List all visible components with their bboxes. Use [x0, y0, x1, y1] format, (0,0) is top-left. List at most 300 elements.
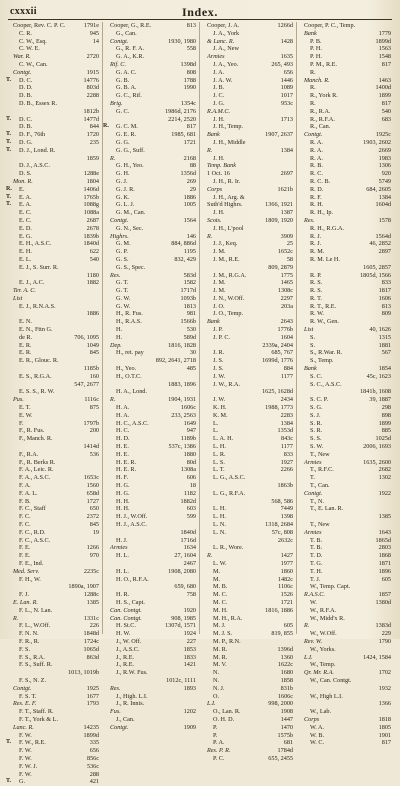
entry-name: E. L. — [19, 255, 32, 263]
entry-marker: T. — [6, 201, 12, 208]
entry-name: H. C., A.S.C. — [116, 419, 149, 427]
entry-name: G. G., Suff. — [116, 146, 145, 154]
entry-name: W., Lab. — [310, 708, 332, 716]
entry-name: J. M., R.E. — [213, 255, 240, 263]
entry-page-ref: 58 — [286, 255, 293, 263]
entry-page-ref: 537c, 1386 — [168, 443, 196, 451]
entry-page-ref: 1793 — [86, 700, 99, 708]
index-entry — [13, 700, 100, 708]
entry-name: D. B. — [19, 123, 33, 131]
entry-page-ref: 685, 767 — [271, 349, 293, 357]
entry-name: D. J., Lond. R. — [19, 146, 56, 154]
entry-page-ref: 1635, 2600 — [363, 458, 391, 466]
index-entry — [304, 669, 392, 677]
entry-page-ref: 1903, 2602 — [363, 138, 391, 146]
entry-page-ref: 884, 886d — [171, 240, 196, 248]
entry-name: P. B. — [310, 37, 322, 45]
entry-name: F., R.A. — [19, 450, 39, 458]
index-entry — [304, 108, 392, 116]
entry-page-ref: 14235 — [83, 723, 99, 731]
entry-name: L. H. — [213, 513, 226, 521]
index-entry — [13, 22, 100, 30]
index-entry — [207, 22, 294, 30]
entry-name: M. C. — [213, 598, 228, 606]
index-entry — [207, 755, 294, 763]
entry-page-ref: 1307d, 1571 — [165, 622, 196, 630]
index-entry — [304, 459, 392, 467]
entry-page-ref: 1424, 1584 — [363, 653, 391, 661]
entry-page-ref: 1930, 1980 — [168, 37, 196, 45]
index-entry — [13, 388, 100, 396]
index-entry — [304, 264, 392, 272]
entry-page-ref: 1025d — [375, 435, 391, 443]
index-entry — [110, 248, 197, 256]
entry-name: T., N. — [310, 497, 324, 505]
entry-page-ref: 1625, 1628d — [262, 388, 293, 396]
entry-page-ref: 233, 2563 — [171, 411, 196, 419]
entry-name: Suth'd Highrs. — [207, 201, 243, 209]
index-entry — [207, 435, 294, 443]
entry-name: F. J. — [19, 591, 29, 599]
index-entry — [304, 529, 392, 537]
entry-name: F. B. — [19, 497, 31, 505]
entry-name: R. D. — [310, 185, 324, 193]
entry-page-ref: 892, 2641, 2718 — [155, 357, 196, 365]
entry-name: J. A., New — [213, 45, 239, 53]
entry-name: F. L., W.Off. — [19, 622, 51, 630]
entry-page-ref: 583d — [183, 271, 196, 279]
entry-name: G. L. J. — [116, 201, 135, 209]
index-entry — [207, 747, 294, 755]
index-entry — [207, 443, 294, 451]
index-entry — [110, 131, 197, 139]
index-entry — [207, 669, 294, 677]
entry-name: Rif. C. — [110, 60, 126, 68]
index-entry — [110, 630, 197, 638]
index-entry — [110, 349, 197, 357]
entry-name: G. C. — [116, 107, 130, 115]
entry-name: Contgt. — [304, 131, 323, 139]
entry-name: M. H. — [213, 606, 228, 614]
entry-name: Bank — [304, 29, 317, 37]
entry-name: M. — [213, 567, 221, 575]
entry-name: J., R.E. — [116, 661, 135, 669]
entry-name: G. P. — [116, 248, 128, 256]
index-entry — [304, 521, 392, 529]
entry-page-ref: 650 — [89, 505, 99, 513]
entry-page-ref: 1387 — [280, 209, 293, 217]
entry-name: L. — [213, 427, 219, 435]
entry-name: E. R. — [19, 349, 32, 357]
index-entry — [13, 61, 100, 69]
entry-name: L. R., Wore. — [213, 544, 244, 552]
index-entry — [110, 287, 197, 295]
entry-page-ref: 1604d — [375, 201, 391, 209]
index-entry — [110, 388, 197, 396]
entry-name: R. C. — [310, 170, 323, 178]
index-entry — [207, 357, 294, 365]
entry-name: Lanc. R. — [13, 723, 34, 731]
entry-name: F. C., R.D. — [19, 528, 46, 536]
index-entry — [207, 272, 294, 280]
index-entry — [207, 646, 294, 654]
index-entry — [207, 630, 294, 638]
index-entry — [207, 482, 294, 490]
index-entry — [110, 622, 197, 630]
index-entry — [13, 708, 100, 716]
entry-name: Contgt. — [304, 489, 323, 497]
entry-name: L.I. — [207, 700, 216, 708]
entry-name: G. H., Yeo. — [116, 162, 144, 170]
entry-name: F. S. — [19, 645, 31, 653]
index-entry — [6, 76, 100, 85]
entry-name: G., R. F. A. — [116, 45, 145, 53]
entry-page-ref: 1882d — [180, 497, 196, 505]
index-entry — [13, 45, 100, 53]
entry-name: G. C. M. — [116, 123, 138, 131]
entry-name: R. S. — [310, 287, 323, 295]
entry-page-ref: 1883, 1896 — [168, 380, 196, 388]
index-entry — [304, 537, 392, 545]
index-entry — [207, 264, 294, 272]
index-entry — [110, 310, 197, 318]
entry-page-ref: 1790 — [378, 637, 391, 645]
entry-name: J., High. L.I. — [116, 692, 148, 700]
index-entry — [110, 381, 197, 389]
entry-page-ref: 1106c — [278, 583, 293, 591]
entry-name: J., A.S.C. — [116, 645, 140, 653]
entry-name: R. J. — [310, 232, 322, 240]
entry-page-ref: 856c — [86, 754, 99, 762]
entry-name: R. A. — [310, 154, 323, 162]
entry-page-ref: 606 — [186, 474, 196, 482]
entry-page-ref: 530 — [186, 326, 196, 334]
entry-name: J. H., L'pool — [213, 224, 244, 232]
entry-page-ref: 1177 — [280, 443, 293, 451]
entry-page-ref: 1088g — [83, 201, 99, 209]
index-entry — [304, 201, 392, 209]
entry-page-ref: 1890a, 1907 — [68, 583, 99, 591]
index-entry — [304, 568, 392, 576]
entry-page-ref: 1013, 1019b — [68, 669, 99, 677]
index-entry — [13, 100, 100, 108]
entry-page-ref: 1635 — [280, 53, 293, 61]
entry-page-ref: 46, 2852 — [369, 240, 391, 248]
entry-page-ref: 884 — [283, 365, 293, 373]
index-entry — [110, 544, 197, 552]
index-entry — [207, 349, 294, 357]
entry-name: W., Midd'x R. — [310, 614, 345, 622]
index-entry — [207, 576, 294, 584]
entry-name: G. N., Sec. — [116, 224, 144, 232]
index-entry — [110, 342, 197, 350]
index-entry — [6, 778, 100, 786]
index-entry — [304, 420, 392, 428]
entry-page-ref: 706, 1095 — [74, 333, 99, 341]
entry-name: R. — [207, 232, 213, 240]
entry-page-ref: 2682 — [378, 466, 391, 474]
index-entry — [110, 170, 197, 178]
entry-name: Res. E. F. — [13, 700, 37, 708]
index-entry — [304, 342, 392, 350]
index-entry — [304, 474, 392, 482]
entry-name: T. J. — [310, 575, 321, 583]
entry-page-ref: 947 — [186, 427, 196, 435]
entry-page-ref: 998, 2000 — [268, 700, 293, 708]
entry-name: Contgt. — [13, 68, 32, 76]
entry-page-ref: 1859 — [86, 154, 99, 162]
entry-page-ref: 2168 — [183, 154, 196, 162]
index-entry — [110, 22, 197, 30]
entry-page-ref: 1932 — [378, 684, 391, 692]
entry-name: F. E., Ind. — [19, 559, 44, 567]
index-entry — [304, 693, 392, 701]
entry-name: R. W. — [310, 310, 324, 318]
entry-name: T. — [310, 474, 315, 482]
index-entry — [207, 505, 294, 513]
index-entry — [207, 84, 294, 92]
index-entry — [110, 256, 197, 264]
index-entry — [207, 240, 294, 248]
index-entry — [304, 45, 392, 53]
entry-name: H. H. — [116, 505, 130, 513]
entry-name: G. T. — [116, 287, 129, 295]
index-entry — [207, 591, 294, 599]
entry-name: Fus. — [110, 708, 121, 716]
entry-name: L. W. — [213, 559, 227, 567]
index-entry — [207, 537, 294, 545]
entry-page-ref: 1871 — [378, 559, 391, 567]
index-entry — [13, 233, 100, 241]
index-entry — [110, 661, 197, 669]
entry-page-ref: 1356d — [180, 170, 196, 178]
entry-name: R. W., Gen. — [310, 318, 339, 326]
index-entry — [207, 162, 294, 170]
entry-name: L. G., A.S.C. — [213, 474, 246, 482]
entry-page-ref: 265, 493 — [271, 60, 293, 68]
entry-name: F. W. — [19, 731, 32, 739]
entry-name: J. H. — [213, 209, 225, 217]
entry-page-ref: 1266 — [86, 544, 99, 552]
index-entry — [304, 677, 392, 685]
entry-page-ref: 1816, 1828 — [168, 341, 196, 349]
entry-page-ref: 1477d — [83, 115, 99, 123]
entry-name: E. N., Fttn G. — [19, 326, 53, 334]
index-entry — [207, 45, 294, 53]
index-entry — [110, 69, 197, 77]
entry-name: G. M. — [116, 240, 131, 248]
entry-page-ref: 1860 — [280, 567, 293, 575]
entry-page-ref: 1880 — [183, 450, 196, 458]
entry-name: D. J., A.S.C. — [19, 162, 50, 170]
index-entry — [13, 529, 100, 537]
entry-name: R. J. — [310, 240, 322, 248]
entry-name: Cooper, G., R.E. — [110, 22, 152, 29]
entry-page-ref: 945 — [89, 29, 99, 37]
index-entry — [304, 583, 392, 591]
index-entry — [110, 412, 197, 420]
index-entry — [207, 310, 294, 318]
entry-page-ref: 1893 — [183, 684, 196, 692]
entry-page-ref: 1421 — [183, 661, 196, 669]
entry-name: F. N. N. — [19, 630, 39, 638]
entry-name: Armies — [304, 528, 322, 536]
entry-name: K. M. — [213, 411, 228, 419]
entry-name: D. C. — [19, 115, 33, 123]
index-entry — [304, 131, 392, 139]
entry-page-ref: 19 — [92, 528, 99, 536]
entry-page-ref: 1721 — [183, 138, 196, 146]
index-entry — [207, 116, 294, 124]
entry-page-ref: 1400d — [375, 84, 391, 92]
index-entry — [207, 708, 294, 716]
entry-page-ref: 1784d — [277, 747, 293, 755]
index-entry — [304, 724, 392, 732]
entry-page-ref: 1818 — [378, 715, 391, 723]
index-entry — [13, 412, 100, 420]
index-entry — [110, 373, 197, 381]
entry-name: R. T. — [310, 294, 322, 302]
entry-page-ref: 1882 — [86, 279, 99, 287]
entry-page-ref: 7449 — [280, 505, 293, 513]
entry-page-ref: 1398d — [180, 60, 196, 68]
entry-name: M. C. — [213, 591, 228, 599]
entry-name: Contgt. — [110, 216, 129, 224]
index-entry — [13, 552, 100, 560]
index-columns — [6, 22, 394, 786]
index-entry — [13, 272, 100, 280]
index-entry — [110, 513, 197, 521]
index-entry — [304, 186, 392, 194]
entry-page-ref: 2372 — [86, 513, 99, 521]
index-entry — [207, 732, 294, 740]
entry-page-ref: 14 — [92, 37, 99, 45]
entry-name: H. G. — [116, 489, 130, 497]
entry-name: F. W. J. — [19, 762, 38, 770]
index-entry — [304, 123, 392, 131]
entry-page-ref: 1470 — [280, 723, 293, 731]
index-entry — [110, 84, 197, 92]
entry-name: Highrs. — [110, 232, 129, 240]
entry-marker: T. — [6, 76, 12, 83]
entry-page-ref: 832, 429 — [174, 255, 196, 263]
index-entry — [110, 708, 197, 716]
entry-name: List — [304, 326, 314, 334]
entry-page-ref: 2434 — [280, 396, 293, 404]
entry-name: L. — [213, 419, 219, 427]
index-entry — [304, 77, 392, 85]
index-entry — [110, 591, 197, 599]
entry-page-ref: 1839b — [83, 232, 99, 240]
index-entry — [207, 381, 294, 389]
index-entry — [207, 607, 294, 615]
index-entry — [207, 373, 294, 381]
entry-name: J. O. — [213, 302, 225, 310]
entry-page-ref: 536c — [86, 762, 99, 770]
entry-name: H., R. Fus. — [116, 310, 143, 318]
entry-page-ref: 1621b — [277, 185, 293, 193]
entry-page-ref: 1805 — [378, 723, 391, 731]
index-entry — [13, 92, 100, 100]
entry-page-ref: 1427 — [280, 552, 293, 560]
entry-page-ref: 1909 — [183, 723, 196, 731]
entry-name: R. C. B. — [310, 177, 331, 185]
entry-name: W. B. — [310, 731, 325, 739]
index-entry — [110, 505, 197, 513]
entry-page-ref: 831b — [280, 684, 293, 692]
entry-page-ref: 2288 — [86, 92, 99, 100]
entry-name: H. St.C. — [116, 622, 136, 630]
index-column-4 — [297, 22, 394, 747]
entry-name: Res. — [110, 271, 121, 279]
index-entry — [207, 248, 294, 256]
entry-name: N. — [213, 676, 220, 684]
entry-page-ref: 833 — [283, 450, 293, 458]
entry-name: H., ret. pay — [116, 349, 144, 357]
entry-page-ref: 1677 — [86, 692, 99, 700]
entry-name: G. E. R. — [116, 131, 137, 139]
entry-name: J. B. — [213, 84, 225, 92]
entry-name: P. H. — [310, 45, 322, 53]
index-entry — [304, 22, 392, 30]
entry-name: H. L. — [116, 552, 129, 560]
entry-name: S. C. P. — [310, 396, 329, 404]
entry-page-ref: 1266d — [277, 22, 293, 29]
entry-name: H., O.T.C. — [116, 372, 142, 380]
index-entry — [304, 30, 392, 38]
entry-name: F. A., Leic. R. — [19, 466, 54, 474]
entry-name: W., High L.I. — [310, 692, 343, 700]
entry-name: P. — [213, 731, 218, 739]
entry-page-ref: 29 — [189, 185, 196, 193]
entry-page-ref: 1857 — [378, 591, 391, 599]
entry-name: H. O., R.F.A. — [116, 575, 149, 583]
entry-name: E. A. — [19, 193, 32, 201]
entry-page-ref: 227 — [186, 637, 196, 645]
index-entry — [6, 193, 100, 202]
entry-page-ref: 2678 — [86, 224, 99, 232]
entry-page-ref: 1482c — [277, 575, 293, 583]
index-entry — [13, 560, 100, 568]
index-entry — [110, 318, 197, 326]
entry-page-ref: 1765b — [83, 193, 99, 201]
entry-page-ref: 813 — [186, 22, 196, 29]
entry-page-ref: 819, 855 — [271, 630, 293, 638]
entry-name: R. T., R.E. — [310, 302, 337, 310]
index-entry — [110, 583, 197, 591]
entry-name: H. D. — [116, 435, 130, 443]
entry-page-ref: 1560 — [86, 482, 99, 490]
index-entry — [207, 287, 294, 295]
entry-page-ref: 1308c — [277, 287, 293, 295]
entry-page-ref: 57c, 808 — [271, 528, 293, 536]
entry-name: C. W. E. — [19, 45, 40, 53]
entry-name: M. B. — [213, 583, 228, 591]
index-entry — [110, 217, 197, 225]
entry-marker: R. — [103, 123, 109, 130]
entry-page-ref: 2006, 1693 — [363, 443, 391, 451]
entry-name: T., E. Lan. R. — [310, 505, 344, 513]
index-entry — [13, 162, 100, 170]
index-entry — [110, 92, 197, 100]
index-entry — [13, 443, 100, 451]
entry-name: E. D. — [19, 224, 32, 232]
entry-name: E. J., A.C. — [19, 279, 45, 287]
entry-page-ref: 658d — [86, 489, 99, 497]
entry-name: de R. — [19, 333, 33, 341]
index-entry — [207, 459, 294, 467]
index-entry — [110, 225, 197, 233]
